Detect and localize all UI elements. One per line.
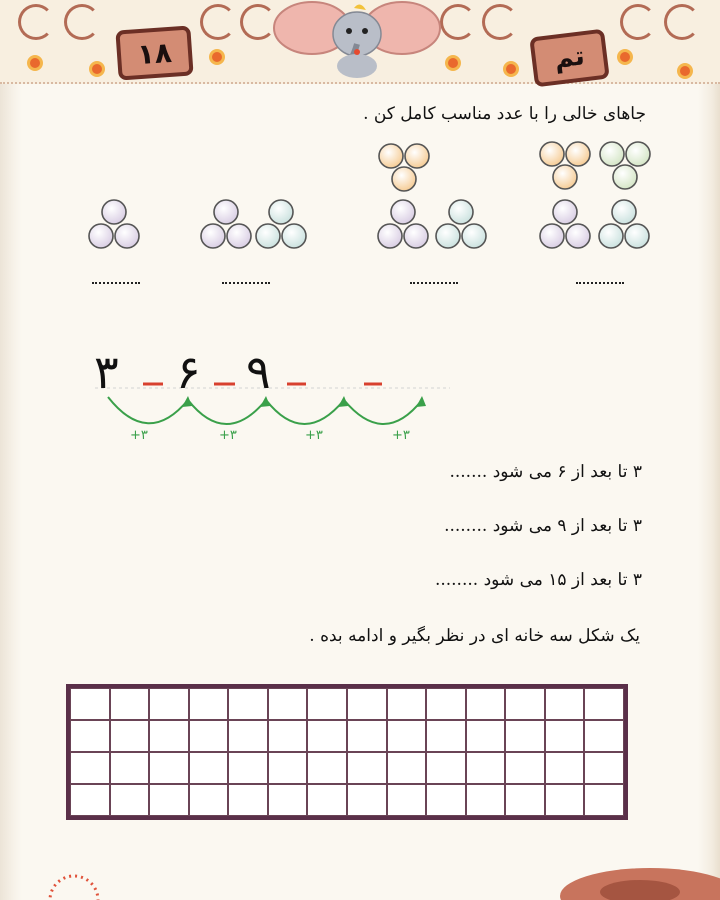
step-label: +۳ xyxy=(392,428,410,443)
step-label: +۳ xyxy=(219,428,237,443)
fill-in-sentence: ۳ تا بعد از ۶ می شود ....... xyxy=(449,462,642,482)
topic-badge: تم xyxy=(529,29,610,88)
sequence-number: ۶ xyxy=(176,345,201,399)
fill-in-sentence: ۳ تا بعد از ۱۵ می شود ........ xyxy=(434,570,642,590)
step-label: +۳ xyxy=(130,428,148,443)
exercise1-instruction: جاهای خالی را با عدد مناسب کامل کن . xyxy=(363,104,646,124)
fill-in-sentence: ۳ تا بعد از ۹ می شود ........ xyxy=(444,516,642,536)
exercise3-instruction: یک شکل سه خانه ای در نظر بگیر و ادامه بده . xyxy=(309,626,640,646)
step-label: +۳ xyxy=(305,428,323,443)
page-number-badge: ۱۸ xyxy=(115,25,193,80)
sequence-number: ۹ xyxy=(246,345,271,399)
sequence-number: ۳ xyxy=(94,345,119,399)
